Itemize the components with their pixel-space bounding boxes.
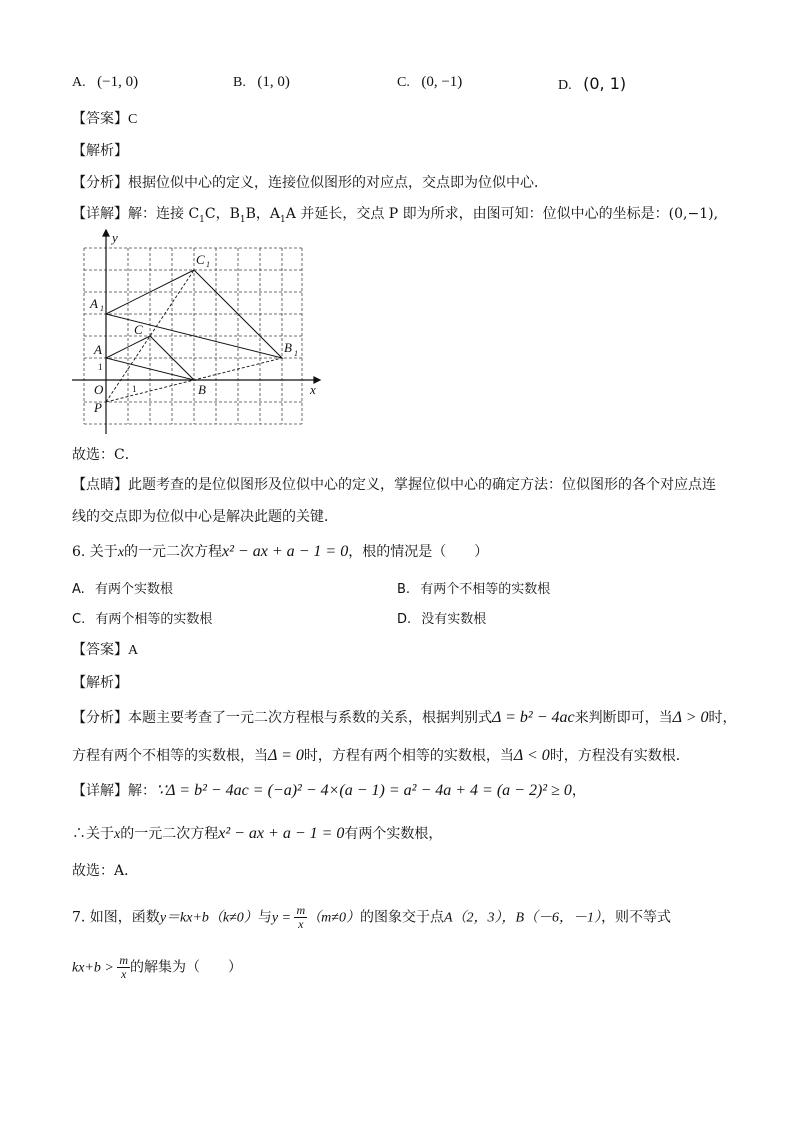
stem-var: x [117, 545, 125, 560]
fenxi-text: 根据位似中心的定义，连接位似图形的对应点，交点即为位似中心． [128, 175, 548, 191]
xiangjie-tag: 【详解】 [72, 783, 128, 799]
option-label: C. [72, 612, 86, 627]
fraction-denominator: x [121, 967, 127, 981]
conclusion-text: ∴关于 [72, 826, 114, 842]
stem-text: ，根的情况是（ ） [348, 544, 489, 560]
q6-option-b [397, 578, 550, 597]
stem-math: （m≠0） [307, 910, 360, 926]
label-c1: C [196, 252, 205, 267]
label-a1: A [90, 296, 98, 311]
guxuan-5: 故选：C． [72, 447, 139, 463]
option-label: D. [558, 78, 572, 93]
stem-math: A（2，3），B（－6，－1） [443, 910, 602, 926]
fenxi-text: 时，方程有两个相等的实数根，当 [303, 748, 514, 764]
conclusion-var: x [114, 827, 121, 842]
fenxi-text: 时，方程没有实数根． [549, 748, 690, 764]
xiangjie-equation: ∵Δ = b² − 4ac = (−a)² − 4×(a − 1) = a² − 4a + 4 = (a − 2)² ≥ 0 [156, 782, 572, 799]
q6-conclusion [72, 823, 442, 843]
dianjing-line1 [72, 474, 716, 494]
dianjing-tag: 【点睛】 [72, 477, 128, 493]
q6-stem [72, 541, 488, 561]
subscript: 1 [239, 214, 246, 225]
option-value: (−1, 0) [97, 74, 139, 90]
q6-option-d [397, 608, 486, 627]
option-value: (1, 0) [257, 74, 290, 90]
stem-equation: x² − ax + a − 1 = 0 [222, 543, 349, 560]
answer-value: A [128, 643, 139, 658]
fraction-denominator: x [298, 917, 304, 931]
option-label: A. [72, 582, 85, 597]
fraction-numerator: m [296, 903, 306, 917]
conclusion-text: 的一元二次方程 [120, 826, 219, 842]
xiangjie-text: ， [571, 783, 586, 799]
option-d [558, 74, 626, 94]
stem-text: 的解集为（ ） [130, 959, 242, 976]
label-p: P [94, 400, 102, 415]
label-one: 1 [132, 384, 137, 394]
answer-line [72, 108, 137, 128]
q6-option-a [72, 578, 173, 597]
q6-answer [72, 639, 138, 659]
label-o: O [94, 382, 104, 397]
label-c: C [134, 322, 143, 337]
xiangjie-text: 解：连接 C [128, 206, 200, 222]
label-a: A [94, 342, 102, 357]
analysis-tag: 【解析】 [72, 143, 128, 159]
option-a [72, 74, 138, 91]
fraction-numerator: m [119, 953, 128, 967]
q7-line2 [72, 954, 242, 981]
fenxi-text: 来判断即可，当 [574, 710, 673, 726]
option-text: 有两个实数根 [94, 582, 173, 597]
stem-math: kx+b > [72, 960, 118, 976]
guxuan-6: 故选：A． [72, 863, 139, 879]
fenxi-text: 时， [708, 710, 737, 726]
q7-line1 [72, 904, 671, 931]
xiangjie-text: B，A [245, 206, 281, 222]
dianjing-line2: 线的交点即为位似中心是解决此题的关键． [72, 509, 338, 525]
fenxi-math: Δ < 0 [513, 747, 550, 764]
fraction-m-over-x [294, 904, 307, 931]
answer-tag: 【答案】 [72, 111, 128, 127]
geometry-figure [70, 228, 330, 438]
answer-value: C [128, 112, 138, 127]
option-text: 有两个不相等的实数根 [420, 582, 551, 597]
xiangjie-text: A 并延长，交点 P 即为所求，由图可知：位似中心的坐标是：(0,−1), [285, 206, 719, 222]
q6-xiangjie [72, 780, 586, 800]
option-label: D. [397, 612, 412, 627]
dianjing-text: 此题考查的是位似图形及位似中心的定义，掌握位似中心的确定方法：位似图形的各个对应点连 [128, 477, 716, 493]
stem-text: ，则不等式 [601, 909, 672, 926]
q6-fenxi-line1 [72, 707, 737, 727]
xiangjie-tag: 【详解】 [72, 206, 128, 222]
fenxi-tag: 【分析】 [72, 710, 128, 726]
option-c [397, 74, 462, 91]
fenxi-math: Δ > 0 [672, 709, 709, 726]
stem-text: 6. 关于 [72, 544, 118, 560]
xiangjie-text: 解： [128, 783, 156, 799]
option-value: (0, −1) [421, 74, 463, 90]
stem-text: 7. 如图，函数 [72, 909, 160, 926]
stem-text: 的一元二次方程 [124, 544, 223, 560]
fenxi-text: 方程有两个不相等的实数根，当 [72, 748, 268, 764]
fenxi-tag: 【分析】 [72, 175, 128, 191]
answer-tag: 【答案】 [72, 642, 128, 658]
q6-option-c [72, 608, 212, 627]
option-label: B. [233, 75, 246, 90]
label-sub: 1 [100, 304, 104, 313]
conclusion-equation: x² − ax + a − 1 = 0 [218, 825, 345, 842]
option-value: (0, 1) [583, 74, 627, 93]
option-label: A. [72, 75, 86, 90]
q6-analysis-tag: 【解析】 [72, 675, 128, 691]
stem-text: 的图象交于点 [359, 909, 444, 926]
label-b1: B [284, 340, 292, 355]
fenxi-math: Δ = b² − 4ac [492, 709, 575, 726]
label-sub: 1 [206, 260, 210, 269]
option-b [233, 74, 290, 91]
fenxi-math: Δ = 0 [268, 747, 304, 764]
stem-math: y＝kx+b（k≠0） [159, 910, 258, 926]
stem-math: y = [271, 910, 295, 926]
fenxi-text: 本题主要考查了一元二次方程根与系数的关系，根据判别式 [128, 710, 492, 726]
subscript: 1 [199, 214, 205, 225]
label-one: 1 [98, 362, 103, 372]
fenxi-line [72, 172, 548, 192]
label-sub: 1 [294, 349, 298, 358]
option-label: C. [397, 75, 410, 90]
q6-fenxi-line2 [72, 745, 690, 765]
label-b: B [198, 382, 206, 397]
option-text: 有两个相等的实数根 [95, 612, 213, 627]
conclusion-text: 有两个实数根， [344, 826, 443, 842]
subscript: 1 [280, 214, 286, 225]
xiangjie-text: C，B [204, 206, 240, 222]
axis-label-y: y [112, 230, 118, 245]
stem-text: 与 [257, 909, 272, 926]
figure-labels [89, 230, 316, 415]
option-text: 没有实数根 [421, 612, 487, 627]
axis-label-x: x [310, 382, 316, 397]
fraction-m-over-x [117, 954, 130, 981]
option-label: B. [397, 582, 411, 597]
xiangjie-line [72, 203, 718, 225]
